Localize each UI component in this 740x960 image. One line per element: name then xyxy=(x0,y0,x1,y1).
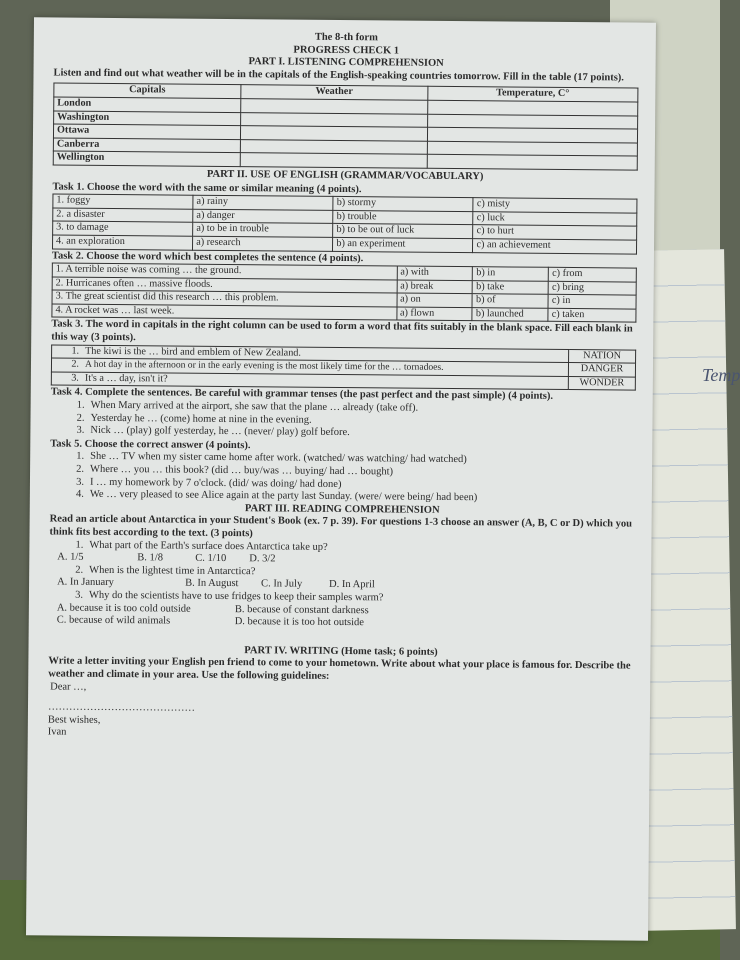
capital-cell: London xyxy=(54,97,241,112)
column-header: Capitals xyxy=(54,83,241,98)
task1-cell: b) to be out of luck xyxy=(333,224,473,239)
task3-table xyxy=(51,344,636,391)
task1-cell: a) rainy xyxy=(193,195,333,210)
task2-cell: a) with xyxy=(397,266,473,280)
task2-cell: a) break xyxy=(397,280,473,294)
task3-word: NATION xyxy=(569,349,636,363)
question-number: 1. xyxy=(75,539,84,551)
task1-cell: 4. an exploration xyxy=(53,235,193,250)
list-item: 2. Where … you … this book? (did … buy/was … buying/ had … bought) xyxy=(76,463,394,478)
task5-item-text: I … my homework by 7 o'clock. (did/ was doing/ had done) xyxy=(89,476,342,490)
task3-number: 1. xyxy=(52,345,83,359)
task2-cell: c) taken xyxy=(548,308,636,322)
task2-cell: a) on xyxy=(397,293,473,307)
option: D. 3/2 xyxy=(249,553,276,565)
task2-cell: 3. The great scientist did this research … this problem. xyxy=(52,290,397,307)
task2-cell: 2. Hurricanes often … massive floods. xyxy=(52,277,397,294)
worksheet-content xyxy=(48,29,639,744)
task3-sentence: The kiwi is the … bird and emblem of New Zealand. xyxy=(82,345,569,363)
part1-title: PART I. LISTENING COMPREHENSION xyxy=(248,56,444,70)
task3-word: DANGER xyxy=(568,363,635,377)
task5-item-text: She … TV when my sister came home after work. (watched/ was watching/ had watched) xyxy=(90,451,467,466)
option: A. In January xyxy=(57,576,114,589)
task4-title: Task 4. Complete the sentences. Be careful with grammar tenses (the past perfect and the past simple) (4 points). xyxy=(50,386,554,403)
task4-item-text: Yesterday he … (come) home at nine in the evening. xyxy=(90,412,312,426)
task1-cell: 2. a disaster xyxy=(53,208,193,223)
part1-instruction: Listen and find out what weather will be in the capitals of the English-speaking countries tomorrow. Fill in the table (17 points). xyxy=(53,67,625,84)
part2-title: PART II. USE OF ENGLISH (GRAMMAR/VOCABULARY) xyxy=(206,168,484,183)
task2-cell: 1. A terrible noise was coming … the ground. xyxy=(52,263,397,280)
task1-cell: b) trouble xyxy=(333,210,473,225)
task3-sentence: It's a … day, isn't it? xyxy=(82,372,569,390)
task3-number: 2. xyxy=(51,358,82,372)
list-item: 3. I … my homework by 7 o'clock. (did/ was doing/ had done) xyxy=(76,476,342,490)
option: B. In August xyxy=(185,577,239,590)
capital-cell: Wellington xyxy=(53,151,240,166)
question-number: 2. xyxy=(75,564,84,576)
task2-table xyxy=(51,263,636,323)
capital-cell: Canberra xyxy=(53,138,240,153)
task1-cell: c) an achievement xyxy=(473,239,637,254)
letter-signature: Ivan xyxy=(47,726,67,738)
task2-cell: 4. A rocket was … last week. xyxy=(52,304,397,321)
option: A. because it is too cold outside xyxy=(56,602,191,615)
question-text: Why do the scientists have to use fridges to keep their samples warm? xyxy=(88,589,384,604)
worksheet-title: PROGRESS CHECK 1 xyxy=(293,44,400,57)
task1-cell: 3. to damage xyxy=(53,221,193,236)
question-text: What part of the Earth's surface does Antarctica take up? xyxy=(89,539,328,553)
list-item: 1. When Mary arrived at the airport, she saw that the plane … already (take off). xyxy=(76,399,419,414)
option: A. 1/5 xyxy=(57,551,84,563)
task1-cell: a) danger xyxy=(193,209,333,224)
task1-cell: c) misty xyxy=(473,198,637,213)
task1-cell: a) to be in trouble xyxy=(193,223,333,238)
letter-closing: Best wishes, xyxy=(47,714,101,726)
capital-cell: Washington xyxy=(54,111,241,126)
task1-title: Task 1. Choose the word with the same or similar meaning (4 points). xyxy=(52,181,362,195)
option: C. 1/10 xyxy=(195,552,227,565)
task2-title: Task 2. Choose the word which best completes the sentence (4 points). xyxy=(51,249,364,264)
task5-title: Task 5. Choose the correct answer (4 points). xyxy=(50,438,251,452)
task1-cell: c) luck xyxy=(473,211,637,226)
task2-cell: b) take xyxy=(473,280,549,294)
part3-title: PART III. READING COMPREHENSION xyxy=(244,502,440,516)
capital-cell: Ottawa xyxy=(53,124,240,139)
task1-cell: a) research xyxy=(193,236,333,251)
list-item: 4. We … very pleased to see Alice again at the party last Sunday. (were/ were being/ had been) xyxy=(75,488,478,504)
task2-cell: a) flown xyxy=(396,307,472,321)
part3-instruction: Read an article about Antarctica in your Student's Book (ex. 7 p. 39). For questions 1-3 choose an answer (A, B, C or D) which you think fits best according to the text. (3 points) xyxy=(49,513,633,540)
task1-cell: b) an experiment xyxy=(333,237,473,252)
task1-table xyxy=(52,194,637,254)
task1-cell: c) to hurt xyxy=(473,225,637,240)
option: D. In April xyxy=(329,579,375,591)
column-header: Weather xyxy=(241,85,428,100)
task4-item-text: Nick … (play) golf yesterday, he … (never/ play) golf before. xyxy=(90,425,350,439)
capitals-table xyxy=(53,83,639,171)
task3-number: 3. xyxy=(51,372,82,386)
weather-cell[interactable] xyxy=(240,153,427,168)
worksheet-paper xyxy=(26,17,656,940)
part4-instruction: Write a letter inviting your English pen friend to come to your hometown. Write about what your place is famous for. Describe the weather and climate in your area. Use the following guidelines: xyxy=(48,655,631,682)
part4-title: PART IV. WRITING (Home task; 6 points) xyxy=(244,644,438,658)
task5-item-text: Where … you … this book? (did … buy/was … buying/ had … bought) xyxy=(90,463,394,478)
option: C. In July xyxy=(261,578,303,591)
temperature-cell[interactable] xyxy=(427,155,637,170)
column-header: Temperature, C° xyxy=(428,87,638,102)
task2-cell: c) bring xyxy=(548,281,636,295)
letter-dots: …………………………………… xyxy=(47,701,196,714)
task3-title: Task 3. The word in capitals in the right column can be used to form a word that fits suitably in the blank space. Fill each blank in this way (3 points). xyxy=(51,318,633,344)
question-number: 3. xyxy=(75,589,84,601)
list-item: 1. She … TV when my sister came home after work. (watched/ was watching/ had watched) xyxy=(76,451,467,466)
task2-cell: b) launched xyxy=(472,308,548,322)
task5-item-text: We … very pleased to see Alice again at the party last Sunday. (were/ were being/ had been) xyxy=(89,488,478,504)
question-text: When is the lightest time in Antarctica? xyxy=(89,564,256,578)
list-item: 2. Yesterday he … (come) home at nine in the evening. xyxy=(76,412,312,426)
form-label: The 8-th form xyxy=(314,31,378,44)
task2-cell: b) of xyxy=(472,294,548,308)
task2-cell: b) in xyxy=(473,267,549,281)
task1-cell: 1. foggy xyxy=(53,194,193,209)
task2-cell: c) from xyxy=(549,267,637,281)
task3-word: WONDER xyxy=(568,376,635,390)
option: C. because of wild animals xyxy=(56,614,171,627)
option: B. 1/8 xyxy=(137,552,164,564)
option: B. because of constant darkness xyxy=(234,603,369,616)
letter-greeting: Dear …, xyxy=(50,680,87,693)
task4-item-text: When Mary arrived at the airport, she saw that the plane … already (take off). xyxy=(90,399,419,414)
list-item: 3. Nick … (play) golf yesterday, he … (never/ play) golf before. xyxy=(76,424,350,439)
option: D. because it is too hot outside xyxy=(234,616,364,629)
notebook-handwriting: Temp xyxy=(702,365,740,385)
task3-sentence: A hot day in the afternoon or in the early evening is the most likely time for the … tornadoes. xyxy=(82,358,569,376)
task1-cell: b) stormy xyxy=(333,197,473,212)
task2-cell: c) in xyxy=(548,295,636,309)
